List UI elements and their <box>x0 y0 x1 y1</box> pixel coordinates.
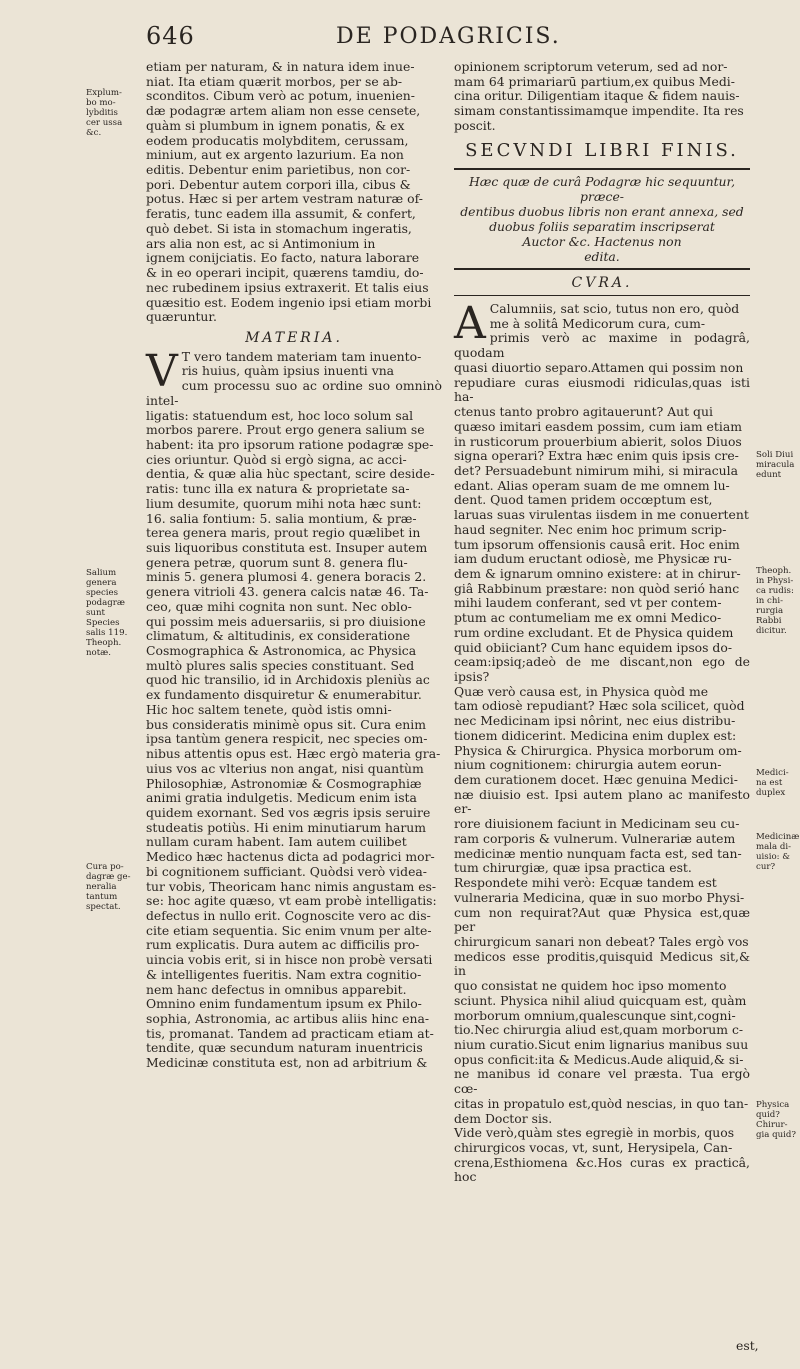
drop-cap: V <box>146 345 178 397</box>
margin-line: dagræ ge- <box>86 872 131 882</box>
text-line: quæso imitari easdem possim, cum iam etiam <box>454 418 742 434</box>
text-line: tum ipsorum offensionis causâ erit. Hoc enim <box>454 536 740 552</box>
margin-line: Rabbi <box>756 616 782 626</box>
text-line: edant. Alias operam suam de me omnem lu- <box>454 477 730 493</box>
text-line: Calumniis, sat scio, tutus non ero, quòd <box>489 301 740 317</box>
text-line: nem hanc defectus in omnibus apparebit. <box>146 981 407 997</box>
text-line: potus. Hæc si per artem vestram naturæ of- <box>146 191 423 207</box>
margin-line: miracula <box>756 460 795 470</box>
margin-line: Explum- <box>86 88 122 98</box>
margin-line: spectat. <box>86 902 121 912</box>
text-line: tum chirurgiæ, quæ ipsa practica est. <box>454 860 692 876</box>
text-line: ratis: tunc illa ex natura & proprietate sa- <box>146 481 410 497</box>
margin-line: in Physi- <box>756 576 794 586</box>
text-line: bi cognitionem sufficiant. Quòdsi verò videa- <box>146 863 427 879</box>
text-line: quò debet. Si ista in stomachum ingeratis, <box>146 220 412 236</box>
text-line: uius vos ac vlterius non angat, nisi quantùm <box>146 760 424 776</box>
text-line: dent. Quod tamen pridem occœptum est, <box>454 492 713 508</box>
text-line: vulneraria Medicina, quæ in suo morbo Physi- <box>454 889 745 905</box>
margin-line: notæ. <box>86 648 111 658</box>
margin-note-left-1 <box>86 88 142 138</box>
divider-rule <box>454 268 750 270</box>
text-line: se: hoc agite quæso, vt eam probè intelligatis: <box>146 893 437 909</box>
divider-rule-thin <box>454 295 750 296</box>
text-line: etiam per naturam, & in natura idem inue- <box>146 59 415 74</box>
section-heading-cura: CVRA. <box>571 275 633 292</box>
text-line: minium, aut ex argento lazurium. Ea non <box>146 147 404 163</box>
text-line: dæ podagræ artem aliam non esse censete, <box>146 103 421 119</box>
text-line: ars alia non est, ac si Antimonium in <box>146 235 376 251</box>
text-line: nium cognitionem: chirurgia autem eorun- <box>454 757 722 773</box>
text-line: ignem conijciatis. Eo facto, natura laborare <box>146 250 420 266</box>
margin-line: duplex <box>756 788 786 798</box>
text-line: sophia, Astronomia, ac artibus aliis hinc ena- <box>146 1011 430 1026</box>
text-line: cina oritur. Diligentiam itaque & fidem nauis- <box>454 88 740 104</box>
margin-line: quid? <box>756 1110 780 1120</box>
text-line: cies oriuntur. Quòd si ergò signa, ac acci- <box>146 451 407 467</box>
text-line: bus consideratis minimè opus sit. Cura enim <box>146 716 426 732</box>
text-line: ligatis: statuendum est, hoc loco solum sal <box>146 407 414 423</box>
text-line: crena,Esthiomena &c.Hos curas ex practicâ, hoc <box>454 1154 750 1185</box>
margin-note-right-2 <box>756 566 798 636</box>
text-line: nibus attentis opus est. Hæc ergò materia gra- <box>146 746 441 762</box>
text-line: 16. salia fontium: 5. salia montium, & præ- <box>146 510 417 526</box>
running-title: DE PODAGRICIS. <box>336 24 561 49</box>
text-line: pori. Debentur autem corpori illa, cibus & <box>146 176 411 192</box>
text-line: minis 5. genera plumosi 4. genera boracis 2. <box>146 569 427 585</box>
text-line: citas in propatulo est,quòd nescias, in quo tan- <box>454 1095 749 1111</box>
margin-note-left-3 <box>86 862 142 912</box>
text-line: defectus in nullo erit. Cognoscite vero ac dis- <box>146 907 431 923</box>
page-header <box>146 22 706 56</box>
margin-line: Physica <box>756 1100 790 1110</box>
right-paragraph-1 <box>454 60 750 134</box>
text-line: det? Persuadebunt nimirum mihi, si miracula <box>454 462 738 478</box>
page-number: 646 <box>146 22 195 50</box>
text-line: ceo, quæ mihi cognita non sunt. Nec oblo- <box>146 598 412 614</box>
text-line: morbos parere. Prout ergo genera salium se <box>146 422 425 438</box>
text-line: lium desumite, quorum mihi nota hæc sunt: <box>146 495 422 511</box>
text-line: quasi diuortio separo.Attamen qui possim non <box>454 359 744 375</box>
text-line: tio.Nec chirurgia aliud est,quam morborum c- <box>454 1022 744 1038</box>
text-line: nec rubedinem ipsius extraxerit. Et talis eius <box>146 279 429 295</box>
text-line: opinionem scriptorum veterum, sed ad nor- <box>454 59 728 74</box>
text-line: dem Doctor sis. <box>454 1110 553 1126</box>
text-line: ram corporis & vulnerum. Vulnerariæ autem <box>454 830 736 846</box>
margin-line: Theoph. <box>86 638 122 648</box>
catchword: est, <box>736 1338 759 1353</box>
note-line: dentibus duobus libris non erant annexa, sed <box>460 204 744 220</box>
text-line: Vide verò,quàm stes egregiè in morbis, quos <box>454 1125 735 1141</box>
text-line: tam odiosè repudiant? Hæc sola scilicet, quòd <box>454 698 745 714</box>
text-line: ex fundamento disquiretur & enumerabitur. <box>146 687 422 703</box>
right-paragraph-3 <box>454 685 750 876</box>
text-line: opus conficit:ita & Medicus.Aude aliquid,& si- <box>454 1051 744 1067</box>
text-line: primis verò ac maxime in podagrâ, quodam <box>454 330 750 361</box>
text-line: ris huius, quàm ipsius inuenti vna <box>181 363 395 379</box>
margin-line: rurgia <box>756 606 784 616</box>
note-line: edita. <box>584 249 620 265</box>
book-end-heading: SECVNDI LIBRI FINIS. <box>465 139 739 161</box>
text-line: repudiare curas eiusmodi ridiculas,quas isti ha- <box>454 374 750 405</box>
margin-line: Salium <box>86 568 117 578</box>
text-line: Respondete mihi verò: Ecquæ tandem est <box>454 875 717 891</box>
text-line: cum processu suo ac ordine suo omninò intel- <box>146 378 442 408</box>
text-line: niat. Ita etiam quærit morbos, per se ab- <box>146 73 403 89</box>
text-line: quàm si plumbum in ignem ponatis, & ex <box>146 117 405 133</box>
text-line: Physica & Chirurgica. Physica morborum om- <box>454 742 742 758</box>
margin-line: tantum <box>86 892 118 902</box>
text-line: qui possim meis aduersariis, si pro diuisione <box>146 613 426 629</box>
text-line: quo consistat ne quidem hoc ipso momento <box>454 978 727 994</box>
text-line: iam dudum eructant odiosè, me Physicæ ru- <box>454 551 732 567</box>
divider-rule <box>454 168 750 170</box>
text-line: rum ordine excludant. Et de Physica quidem <box>454 624 734 640</box>
margin-line: Soli Diui <box>756 450 794 460</box>
text-line: haud segniter. Nec enim hoc primum scrip- <box>454 521 727 537</box>
text-line: quæsitio est. Eodem ingenio ipsi etiam morbi <box>146 294 432 310</box>
margin-line: bo mo- <box>86 98 116 108</box>
text-line: nec Medicinam ipsi nôrint, nec eius distribu- <box>454 713 736 729</box>
margin-line: na est <box>756 778 783 788</box>
margin-line: sunt <box>86 608 105 618</box>
text-line: poscit. <box>454 117 496 133</box>
margin-line: &c. <box>86 128 102 138</box>
margin-line: mala di- <box>756 842 792 852</box>
text-line: cum non requirat?Aut quæ Physica est,quæ per <box>454 904 750 935</box>
text-line: feratis, tunc eadem illa assumit, & confert, <box>146 206 416 222</box>
text-line: Philosophiæ, Astronomiæ & Cosmographiæ <box>146 775 422 791</box>
text-line: nium curatio.Sicut enim lignarius manibus suu <box>454 1036 749 1052</box>
margin-note-left-2 <box>86 568 142 658</box>
text-line: ptum ac contumeliam me ex omni Medico- <box>454 610 722 626</box>
text-line: mam 64 primariarū partium,ex quibus Medi- <box>454 73 735 89</box>
note-line: Hæc quæ de curâ Podagræ hic sequuntur, præce- <box>468 174 736 205</box>
left-column <box>146 60 442 1071</box>
margin-line: in chi- <box>756 596 784 606</box>
text-line: chirurgicos vocas, vt, sunt, Herysipela, Can- <box>454 1140 733 1155</box>
text-line: & intelligentes fueritis. Nam extra cognitio- <box>146 966 422 982</box>
text-line: suis liquoribus constituta est. Insuper autem <box>146 540 428 555</box>
margin-line: uisio: & <box>756 852 790 862</box>
margin-line: Medici- <box>756 768 789 778</box>
margin-line: genera <box>86 578 117 588</box>
text-line: studeatis potiùs. Hi enim minutiarum harum <box>146 819 427 835</box>
text-line: laruas suas virulentas iisdem in me conuertent <box>454 507 749 523</box>
margin-line: dicitur. <box>756 626 787 636</box>
text-line: simam constantissimamque impendite. Ita res <box>454 103 744 119</box>
text-line: tionem didicerint. Medicina enim duplex est: <box>454 727 737 743</box>
text-line: medicos esse proditis,quisquid Medicus sit,& in <box>454 948 750 979</box>
margin-line: salis 119. <box>86 628 128 638</box>
text-line: giâ Rabbinum præstare: non quòd serió hanc <box>454 580 740 596</box>
text-line: rore diuisionem faciunt in Medicinam seu cu- <box>454 816 740 832</box>
text-line: nullam curam habent. Iam autem cuilibet <box>146 834 407 850</box>
text-line: terea genera maris, prout regio quælibet in <box>146 525 421 541</box>
margin-line: Medicinæ <box>756 832 800 842</box>
text-line: quidem exornant. Sed vos ægris ipsis seruire <box>146 804 431 820</box>
margin-line: Theoph. <box>756 566 792 576</box>
text-line: sciunt. Physica nihil aliud quicquam est, quàm <box>454 992 747 1008</box>
text-line: ipsa tantùm genera respicit, nec species om- <box>146 731 428 747</box>
text-line: Quæ verò causa est, in Physica quòd me <box>454 683 709 699</box>
text-line: & in eo operari incipit, quærens tamdiu, do- <box>146 265 424 281</box>
margin-line: lybditis <box>86 108 118 118</box>
right-column <box>454 60 750 1185</box>
margin-line: ca rudis: <box>756 586 794 596</box>
text-line: morborum omnium,qualescunque sint,cogni- <box>454 1007 736 1023</box>
text-line: medicinæ mentio nunquam facta est, sed tan- <box>454 845 742 861</box>
text-line: in rusticorum prouerbium abierit, solos Diuos <box>454 433 742 449</box>
margin-line: cer ussa <box>86 118 123 128</box>
text-line: eodem producatis molybditem, cerussam, <box>146 132 409 148</box>
text-line: uincia vobis erit, si in hisce non probè versati <box>146 952 433 968</box>
section-heading-materia: MATERIA. <box>245 329 343 346</box>
text-line: tendite, quæ secundum naturam inuentricis <box>146 1040 423 1056</box>
text-line: cite etiam sequentia. Sic enim vnum per alte- <box>146 922 432 938</box>
margin-line: edunt <box>756 470 782 480</box>
margin-note-right-5 <box>756 1100 798 1140</box>
margin-line: Chirur- <box>756 1120 788 1130</box>
note-line: Auctor &c. Hactenus non <box>522 234 682 250</box>
text-line: climatum, & altitudinis, ex consideratione <box>146 628 411 644</box>
text-line: me à solitâ Medicorum cura, cum- <box>489 315 706 331</box>
text-line: sconditos. Cibum verò ac potum, inuenien- <box>146 88 415 104</box>
text-line: editis. Debentur enim parietibus, non cor- <box>146 162 411 178</box>
margin-note-right-3 <box>756 768 798 798</box>
right-paragraph-5 <box>454 1126 750 1185</box>
margin-line: Cura po- <box>86 862 124 872</box>
text-line: mihi laudem conferant, sed vt per contem- <box>454 595 722 611</box>
text-line: rum explicatis. Dura autem ac difficilis pro- <box>146 937 420 953</box>
text-line: Hic hoc saltem tenete, quòd istis omni- <box>146 701 392 717</box>
margin-note-right-4 <box>756 832 798 872</box>
left-paragraph-1 <box>146 60 442 325</box>
margin-line: species <box>86 588 119 598</box>
text-line: quid obiiciant? Cum hanc equidem ipsos do- <box>454 639 733 655</box>
right-paragraph-2 <box>454 298 750 685</box>
margin-note-right-1 <box>756 450 798 480</box>
text-line: næ diuisio est. Ipsi autem plano ac manifesto er- <box>454 786 750 817</box>
text-line: T vero tandem materiam tam inuento- <box>181 348 422 364</box>
editorial-note <box>454 174 750 264</box>
text-line: tis, promanat. Tandem ad practicam etiam at- <box>146 1025 434 1041</box>
text-line: dem & ignarum omnino existere: at in chirur- <box>454 565 741 581</box>
text-line: Omnino enim fundamentum ipsum ex Philo- <box>146 996 422 1012</box>
margin-line: cur? <box>756 862 776 872</box>
text-line: ceam:ipsiq;adeò de me discant,non ego de ipsis? <box>454 654 750 684</box>
margin-line: podagræ <box>86 598 125 608</box>
text-line: ne manibus id conare vel præsta. Tua ergò cœ- <box>454 1066 750 1097</box>
text-line: chirurgicum sanari non debeat? Tales ergò vos <box>454 933 749 949</box>
left-paragraph-3 <box>146 703 442 1071</box>
text-line: dentia, & quæ alia hùc spectant, scire deside- <box>146 466 435 482</box>
margin-line: Species <box>86 618 120 628</box>
right-paragraph-4 <box>454 876 750 1126</box>
text-line: ctenus tanto probro agitauerunt? Aut qui <box>454 404 713 420</box>
drop-cap: A <box>454 298 486 350</box>
text-line: Medico hæc hactenus dicta ad podagrici mor- <box>146 849 435 865</box>
text-line: quod hic transilio, id in Archidoxis pleniùs ac <box>146 672 430 688</box>
note-line: duobus foliis separatim inscripserat <box>489 219 715 235</box>
text-line: genera vitrioli 43. genera calcis natæ 46. Ta- <box>146 584 429 600</box>
text-line: quæruntur. <box>146 309 217 325</box>
margin-line: gia quid? <box>756 1130 796 1140</box>
text-line: tur vobis, Theoricam hanc nimis angustam es- <box>146 878 437 894</box>
text-line: Cosmographica & Astronomica, ac Physica <box>146 643 417 659</box>
text-line: genera petræ, quorum sunt 8. genera flu- <box>146 554 408 570</box>
text-line: signa operari? Extra hæc enim quis ipsis cre- <box>454 448 739 464</box>
text-line: multò plures salis species constituant. Sed <box>146 657 415 673</box>
margin-line: neralia <box>86 882 117 892</box>
text-line: Medicinæ constituta est, non ad arbitrium & <box>146 1055 428 1071</box>
text-line: animi gratia indulgetis. Medicum enim ista <box>146 790 417 806</box>
text-line: dem curationem docet. Hæc genuina Medici- <box>454 772 738 788</box>
text-line: habent: ita pro ipsorum ratione podagræ spe- <box>146 436 434 452</box>
left-paragraph-2 <box>146 345 442 703</box>
